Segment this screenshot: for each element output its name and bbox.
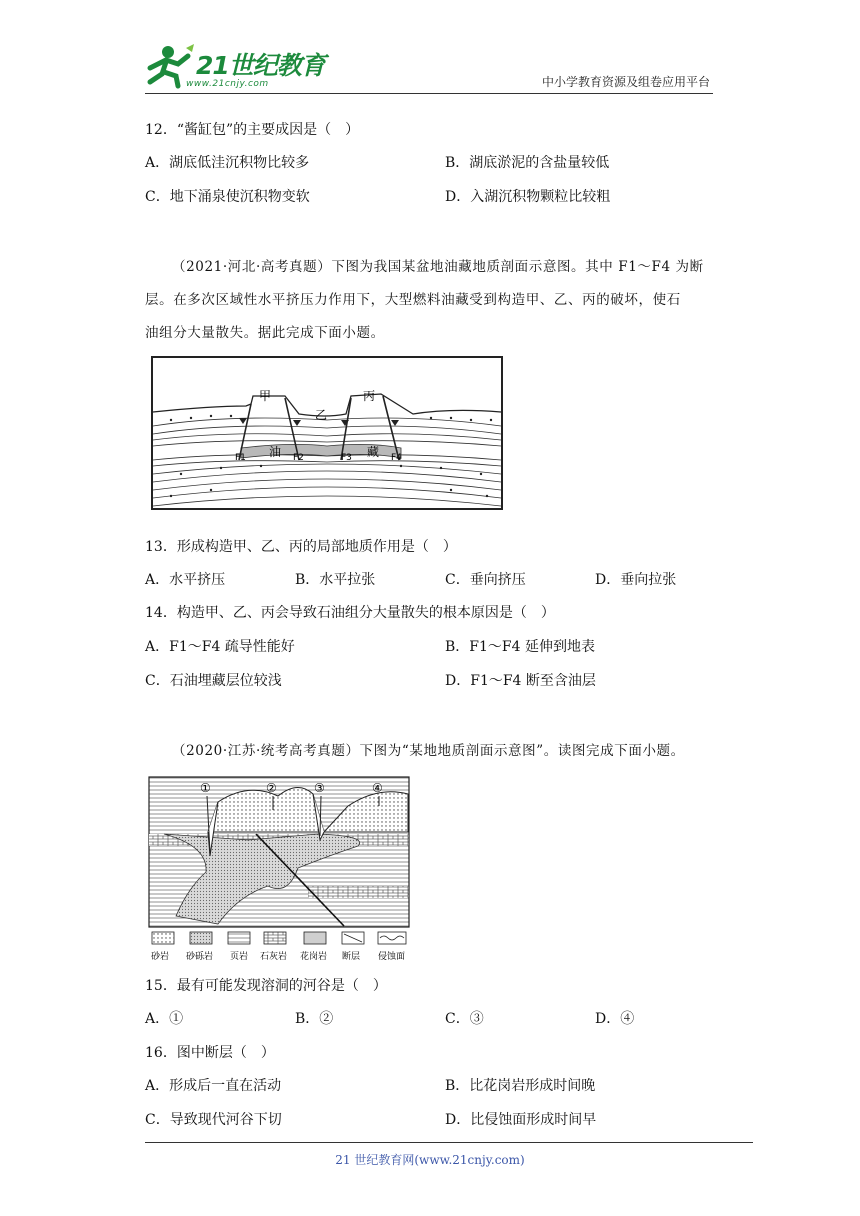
q14-option-a[interactable]: A．F1～F4 疏导性能好 xyxy=(145,639,295,655)
label-jia: 甲 xyxy=(259,389,272,403)
q12-option-c[interactable]: C．地下涌泉使沉积物变软 xyxy=(145,189,310,205)
legend-label-2: 页岩 xyxy=(230,952,249,962)
q13-stem: 13．形成构造甲、乙、丙的局部地质作用是（ ） xyxy=(145,539,457,555)
marker-4: ④ xyxy=(372,781,383,795)
legend-label-1: 砂砾岩 xyxy=(186,952,214,962)
marker-3: ③ xyxy=(314,781,325,795)
legend-label-3: 石灰岩 xyxy=(260,952,288,962)
marker-2: ② xyxy=(266,781,277,795)
legend-label-5: 断层 xyxy=(342,952,361,962)
label-f4: F4 xyxy=(391,453,402,463)
label-cang: 藏 xyxy=(367,445,380,459)
logo-text: 21世纪教育 xyxy=(196,51,325,80)
label-f1: F1 xyxy=(235,453,246,463)
q14-option-c[interactable]: C．石油埋藏层位较浅 xyxy=(145,673,282,689)
legend-label-4: 花岗岩 xyxy=(300,952,328,962)
q15-option-d[interactable]: D．④ xyxy=(595,1011,635,1027)
legend-sandstone-swatch xyxy=(152,932,174,944)
logo-url: www.21cnjy.com xyxy=(186,79,269,89)
footer-rule xyxy=(145,1142,753,1143)
q16-stem: 16．图中断层（ ） xyxy=(145,1045,275,1061)
q16-option-a[interactable]: A．形成后一直在活动 xyxy=(145,1078,282,1094)
legend-label-0: 砂岩 xyxy=(151,952,170,962)
q13-option-a[interactable]: A．水平挤压 xyxy=(145,572,226,588)
label-f2: F2 xyxy=(293,453,304,463)
header-rule xyxy=(145,93,713,94)
label-bing: 丙 xyxy=(363,389,376,403)
q14-option-d[interactable]: D．F1～F4 断至含油层 xyxy=(445,673,596,689)
q16-option-b[interactable]: B．比花岗岩形成时间晚 xyxy=(445,1078,596,1094)
q13-option-d[interactable]: D．垂向拉张 xyxy=(595,572,677,588)
platform-name: 中小学教育资源及组卷应用平台 xyxy=(541,75,710,89)
intro1-line2: 层。在多次区域性水平挤压力作用下，大型燃料油藏受到构造甲、乙、丙的破坏，使石 xyxy=(145,292,681,308)
intro1-line3: 油组分大量散失。据此完成下面小题。 xyxy=(145,325,385,341)
q15-option-b[interactable]: B．② xyxy=(295,1011,334,1027)
marker-1: ① xyxy=(200,781,211,795)
q13-option-c[interactable]: C．垂向挤压 xyxy=(445,572,526,588)
geologic-profile-figure xyxy=(148,776,410,964)
q12-option-a[interactable]: A．湖底低洼沉积物比较多 xyxy=(145,155,310,171)
q15-option-c[interactable]: C．③ xyxy=(445,1011,484,1027)
q15-option-a[interactable]: A．① xyxy=(145,1011,184,1027)
legend-conglomerate-swatch xyxy=(190,932,212,944)
label-f3: F3 xyxy=(341,453,352,463)
oil-reservoir-profile-figure xyxy=(151,356,503,510)
footer-link[interactable]: 21 世纪教育网(www.21cnjy.com) xyxy=(335,1153,525,1167)
q14-option-b[interactable]: B．F1～F4 延伸到地表 xyxy=(445,639,595,655)
legend-granite-swatch xyxy=(304,932,326,944)
q16-option-d[interactable]: D．比侵蚀面形成时间早 xyxy=(445,1112,597,1128)
q12-stem: 12．“酱缸包”的主要成因是（ ） xyxy=(145,122,360,138)
q12-option-d[interactable]: D．入湖沉积物颗粒比较粗 xyxy=(445,189,611,205)
q12-option-b[interactable]: B．湖底淤泥的含盐量较低 xyxy=(445,155,610,171)
legend-limestone-swatch xyxy=(264,932,286,944)
q15-stem: 15．最有可能发现溶洞的河谷是（ ） xyxy=(145,978,387,994)
label-you: 油 xyxy=(269,445,282,459)
legend-erosion-swatch xyxy=(378,932,406,944)
legend-shale-swatch xyxy=(228,932,250,944)
legend-label-6: 侵蚀面 xyxy=(378,952,406,962)
q16-option-c[interactable]: C．导致现代河谷下切 xyxy=(145,1112,282,1128)
label-yi: 乙 xyxy=(315,408,328,422)
intro1-line1: （2021·河北·高考真题）下图为我国某盆地油藏地质剖面示意图。其中 F1～F4 为断 xyxy=(172,259,704,275)
q14-stem: 14．构造甲、乙、丙会导致石油组分大量散失的根本原因是（ ） xyxy=(145,605,555,621)
q13-option-b[interactable]: B．水平拉张 xyxy=(295,572,376,588)
intro2-line1: （2020·江苏·统考高考真题）下图为“某地地质剖面示意图”。读图完成下面小题。 xyxy=(172,743,685,759)
